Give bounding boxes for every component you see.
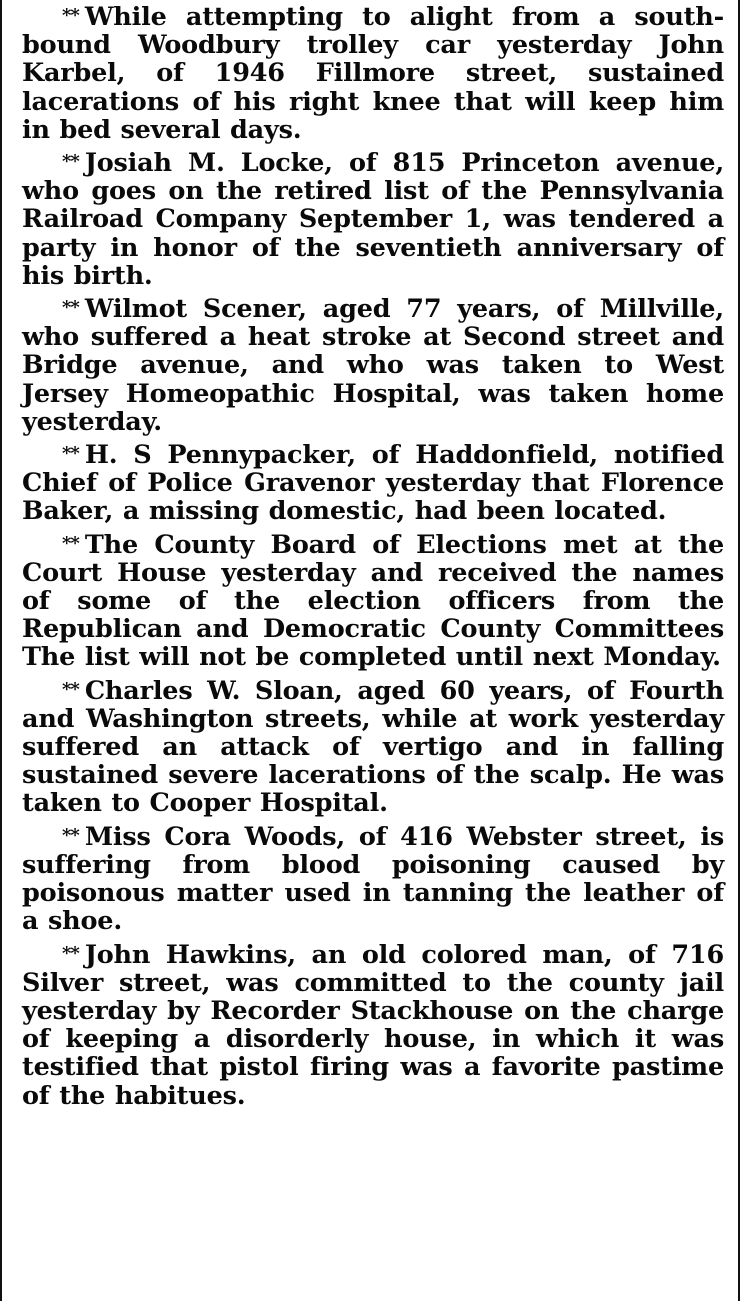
item-text: While attempting to alight from a south-bound Woodbury trolley car yesterday John Karbel, of 1946 Fillmore street, sustained lacerations of his right knee that will keep him in bed several days. (22, 2, 724, 145)
news-item-locke (22, 148, 724, 294)
news-item-hawkins (22, 940, 724, 1114)
news-item-scener (22, 294, 724, 440)
item-text: Wilmot Scener, aged 77 years, of Millville, who suffered a heat stroke at Second street and Bridge avenue, and who was taken to West Jersey Homeopathic Hospital, was taken home yesterday. (22, 294, 724, 437)
item-text: Josiah M. Locke, of 815 Princeton avenue, who goes on the retired list of the Pennsylvania Railroad Company September 1, was tendered a party in honor of the seventieth anniversary of his birth. (22, 148, 724, 291)
item-marker: ** (62, 824, 79, 846)
news-item-woods (22, 822, 724, 940)
item-marker: ** (62, 942, 79, 964)
item-marker: ** (62, 151, 79, 173)
item-text: Miss Cora Woods, of 416 Webster street, is suffering from blood poisoning caused by poisonous matter used in tanning the leather of a shoe. (22, 821, 724, 937)
news-item-sloan (22, 676, 724, 822)
item-marker: ** (62, 297, 79, 319)
item-text: H. S Pennypacker, of Haddonfield, notified Chief of Police Gravenor yesterday that Florence Baker, a missing domestic, had been located. (22, 440, 724, 527)
item-marker: ** (62, 5, 79, 26)
item-marker: ** (62, 443, 79, 465)
news-item-elections (22, 530, 724, 676)
news-item-pennypacker (22, 440, 724, 530)
item-marker: ** (62, 532, 79, 554)
item-text: John Hawkins, an old colored man, of 716 Silver street, was committed to the county jail yesterday by Recorder Stackhouse on the charge of keeping a disorderly house, in which it was testified that pistol firing was a favorite pastime of the habitues. (22, 939, 724, 1111)
item-marker: ** (62, 678, 79, 700)
news-item-karbel (22, 2, 724, 148)
item-text: The County Board of Elections met at the Court House yesterday and received the names of some of the election officers from the Republican and Democratic County Committees The list will not be completed until next Monday. (22, 529, 724, 673)
item-text: Charles W. Sloan, aged 60 years, of Fourth and Washington streets, while at work yesterday suffered an attack of vertigo and in falling sustained severe lacerations of the scalp. He was taken to Cooper Hospital. (22, 675, 724, 819)
